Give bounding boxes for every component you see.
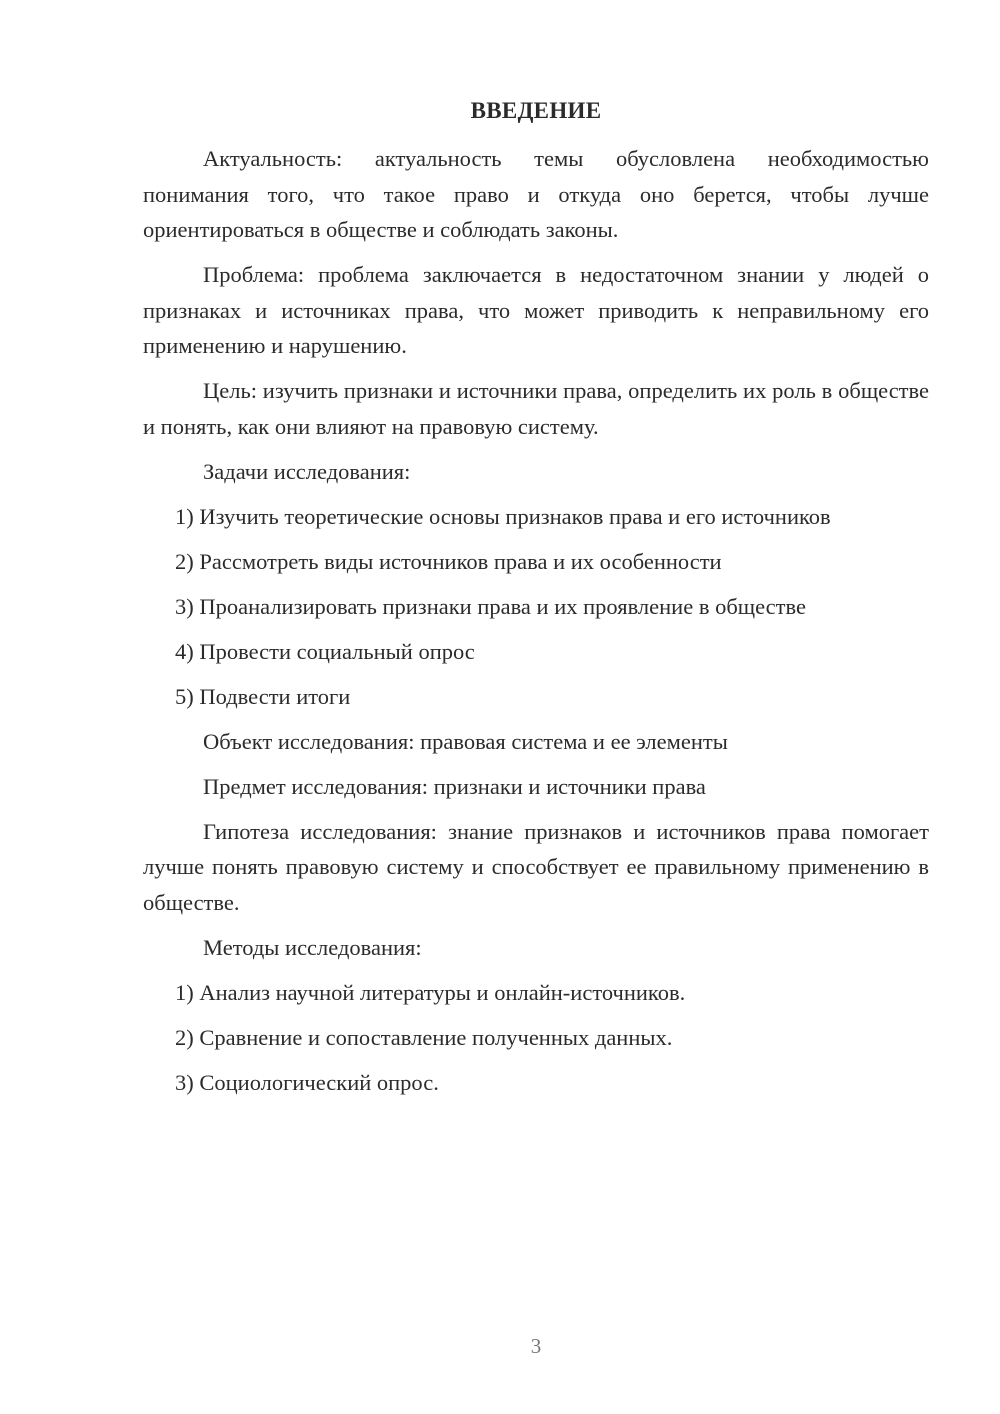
page-title: ВВЕДЕНИЕ bbox=[470, 98, 602, 123]
task-item: 3) Проанализировать признаки права и их проявление в обществе bbox=[175, 593, 806, 619]
method-item: 2) Сравнение и сопоставление полученных данных. bbox=[175, 1024, 673, 1050]
object-paragraph: Объект исследования: правовая система и ее элементы bbox=[203, 728, 728, 754]
task-item: 4) Провести социальный опрос bbox=[175, 638, 475, 664]
task-item: 1) Изучить теоретические основы признаков права и его источников bbox=[175, 503, 831, 529]
methods-heading: Методы исследования: bbox=[203, 934, 422, 960]
relevance-paragraph: Актуальность: актуальность темы обусловлена необходимостью понимания того, что такое право и откуда оно берется, чтобы лучше ориентироваться в обществе и соблюдать законы. bbox=[143, 146, 929, 242]
document-body bbox=[143, 141, 929, 1110]
hypothesis-paragraph: Гипотеза исследования: знание признаков и источников права помогает лучше понять правовую систему и способствует ее правильному применению в обществе. bbox=[143, 818, 929, 915]
page-number: 3 bbox=[530, 1334, 542, 1358]
method-item: 1) Анализ научной литературы и онлайн-источников. bbox=[175, 979, 686, 1005]
method-item: 3) Социологический опрос. bbox=[175, 1069, 439, 1095]
task-item: 2) Рассмотреть виды источников права и их особенности bbox=[175, 548, 722, 574]
problem-paragraph: Проблема: проблема заключается в недостаточном знании у людей о признаках и источниках права, что может приводить к неправильному его применению и нарушению. bbox=[143, 262, 929, 358]
task-item: 5) Подвести итоги bbox=[175, 683, 351, 709]
goal-paragraph: Цель: изучить признаки и источники права, определить их роль в обществе и понять, как они влияют на правовую систему. bbox=[143, 378, 929, 439]
subject-paragraph: Предмет исследования: признаки и источники права bbox=[203, 773, 706, 799]
tasks-heading: Задачи исследования: bbox=[203, 458, 411, 484]
